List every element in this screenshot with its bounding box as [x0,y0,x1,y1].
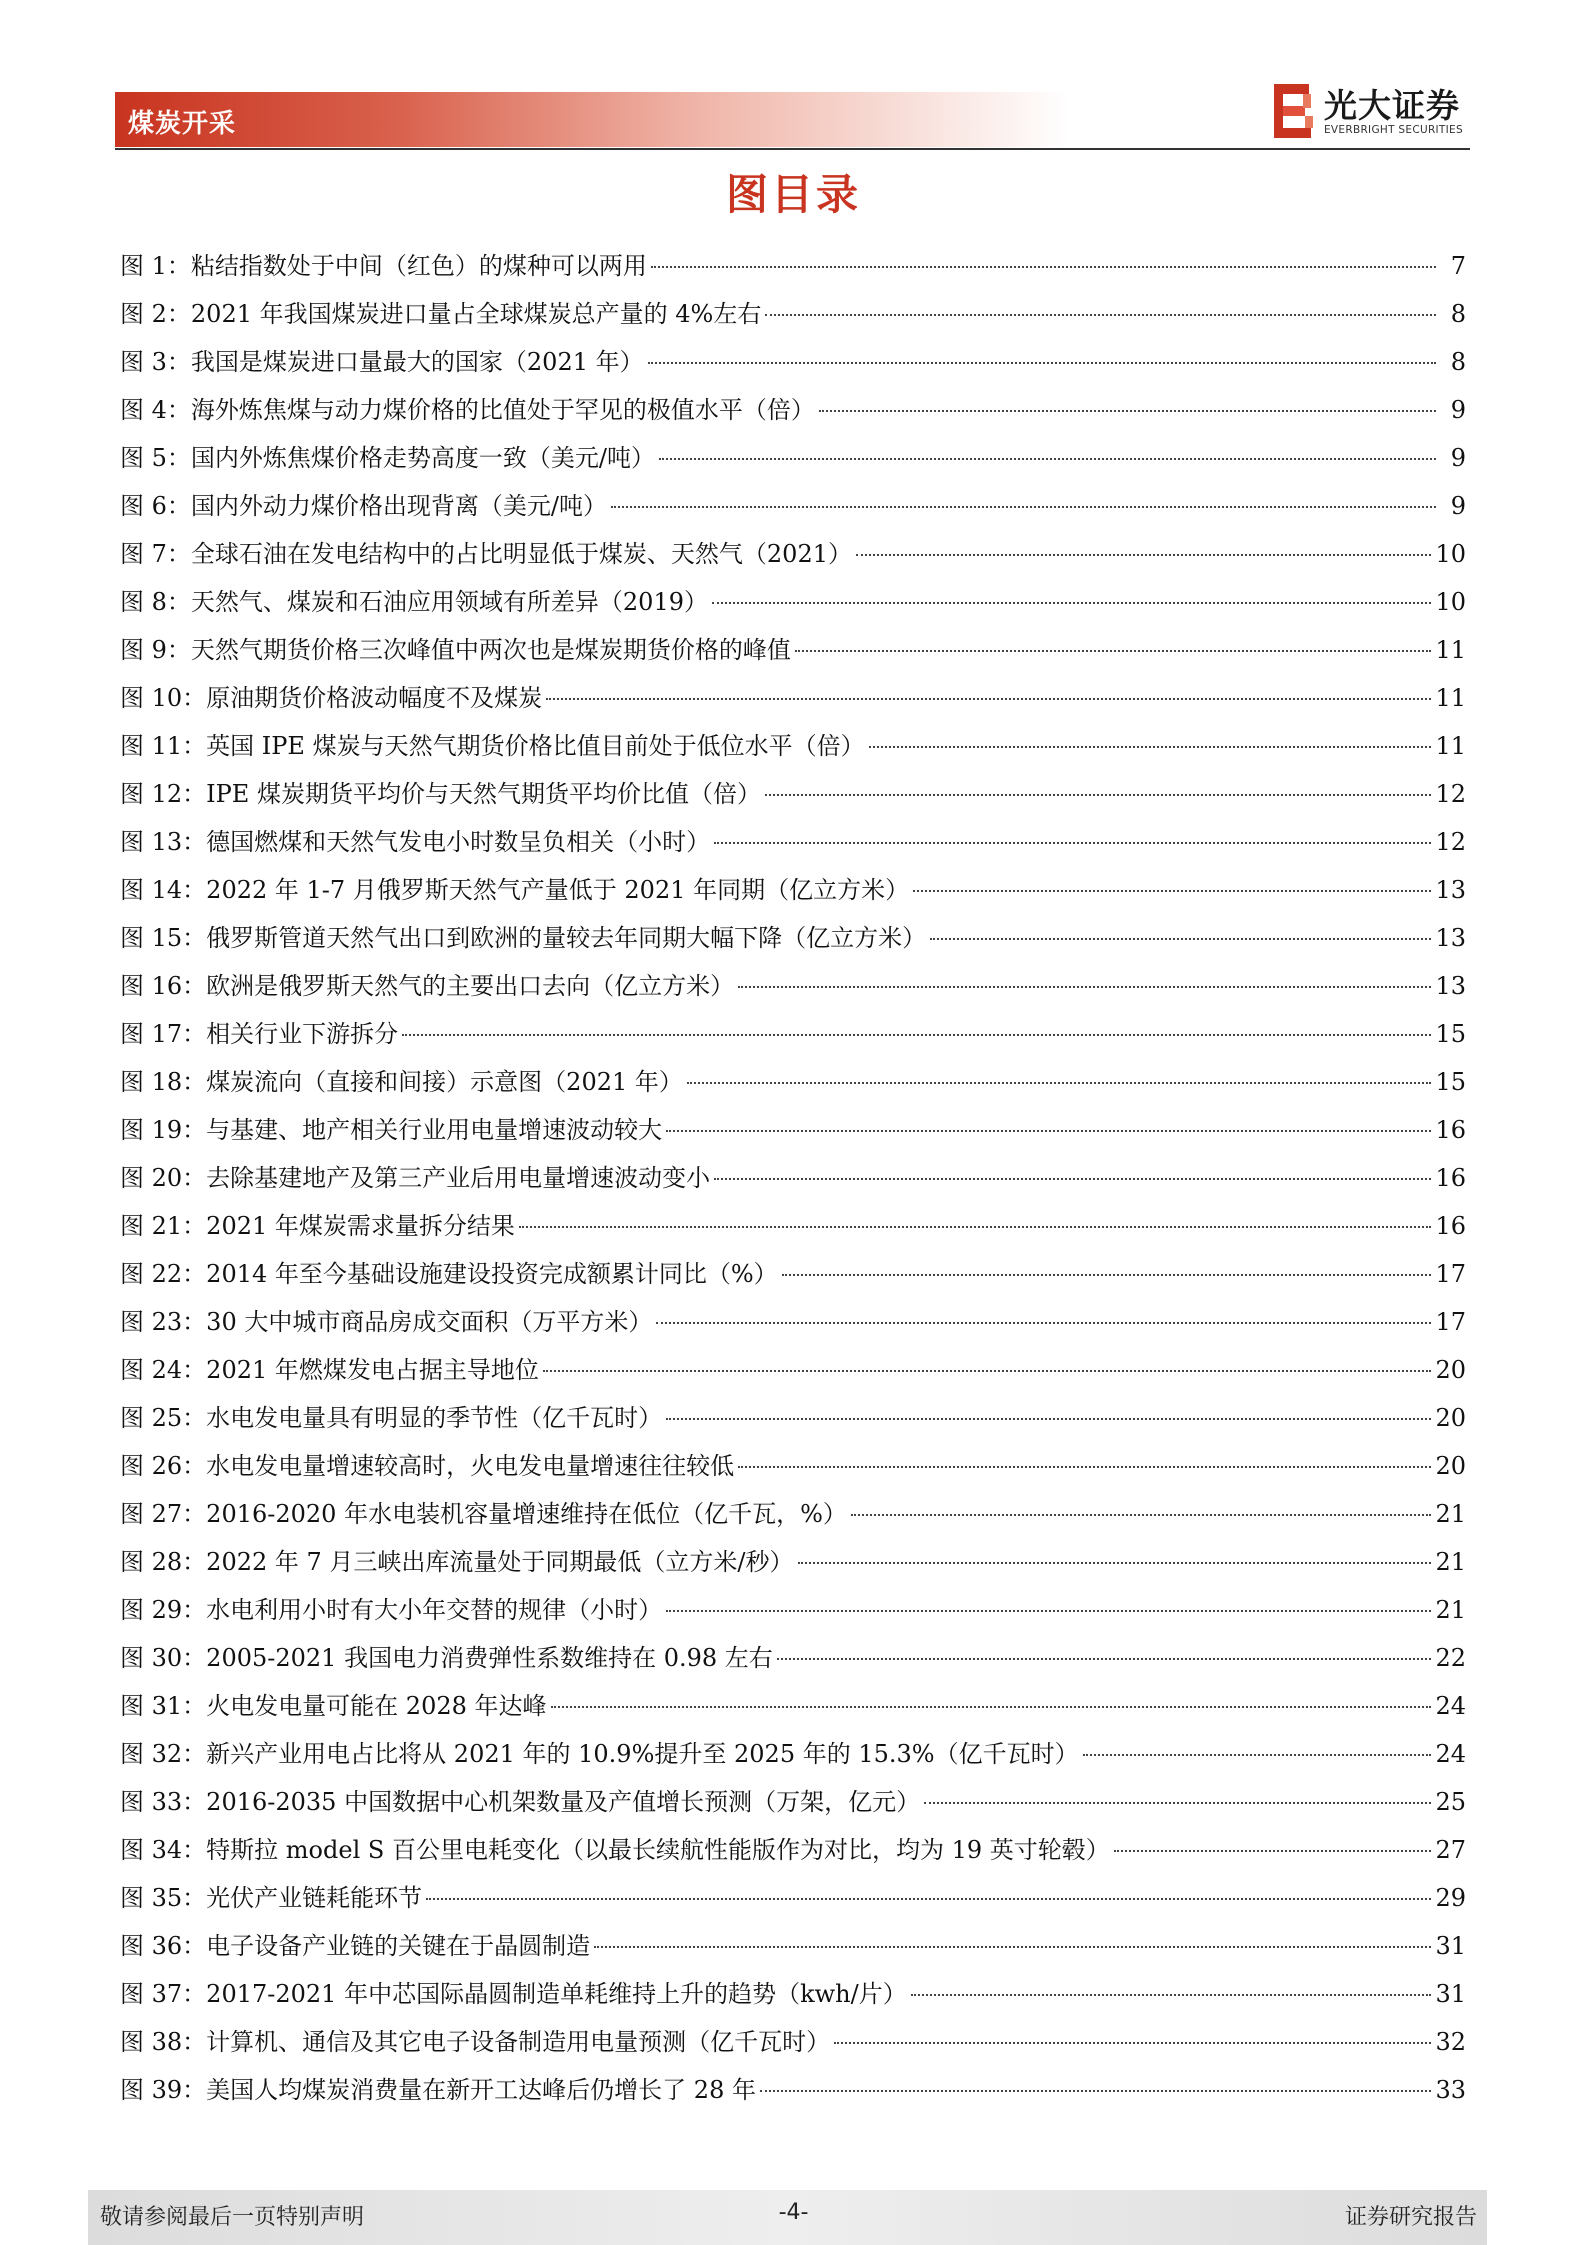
toc-entry-title: 我国是煤炭进口量最大的国家（2021 年） [190,348,644,376]
toc-entry-title: 水电利用小时有大小年交替的规律（小时） [206,1596,663,1624]
figure-list [120,242,1466,2114]
toc-entry-label: 图 34： [120,1836,207,1864]
section-label: 煤炭开采 [128,109,237,139]
toc-entry[interactable] [120,770,1466,818]
toc-entry-page: 16 [1435,1116,1466,1144]
page-number: -4- [778,2200,809,2225]
toc-entry-label: 图 31： [120,1692,207,1720]
toc-entry-title: 火电发电量可能在 2028 年达峰 [206,1692,547,1720]
toc-dot-leader [798,1562,1432,1564]
toc-entry[interactable] [120,386,1466,434]
toc-entry-title: 德国燃煤和天然气发电小时数呈负相关（小时） [206,828,711,856]
toc-entry-label: 图 21： [120,1212,207,1240]
toc-dot-leader [851,1514,1432,1516]
toc-entry[interactable] [120,1778,1466,1826]
toc-entry-title: 美国人均煤炭消费量在新开工达峰后仍增长了 28 年 [206,2076,756,2104]
toc-dot-leader [765,314,1436,316]
toc-entry-title: 原油期货价格波动幅度不及煤炭 [206,684,543,712]
toc-entry-label: 图 29： [120,1596,207,1624]
toc-entry-label: 图 19： [120,1116,207,1144]
toc-entry-label: 图 37： [120,1980,207,2008]
toc-dot-leader [594,1946,1431,1948]
toc-entry[interactable] [120,1010,1466,1058]
toc-dot-leader [930,938,1431,940]
toc-dot-leader [543,1370,1432,1372]
toc-entry-title: 2017-2021 年中芯国际晶圆制造单耗维持上升的趋势（kwh/片） [206,1980,907,2008]
toc-entry[interactable] [120,722,1466,770]
toc-entry[interactable] [120,482,1466,530]
toc-entry-title: 欧洲是俄罗斯天然气的主要出口去向（亿立方米） [206,972,735,1000]
toc-entry[interactable] [120,626,1466,674]
toc-dot-leader [611,506,1436,508]
toc-entry-title: 光伏产业链耗能环节 [206,1884,423,1912]
toc-entry-title: 30 大中城市商品房成交面积（万平方米） [206,1308,653,1336]
toc-entry-title: 相关行业下游拆分 [206,1020,399,1048]
toc-entry[interactable] [120,674,1466,722]
toc-entry-title: 粘结指数处于中间（红色）的煤种可以两用 [190,252,647,280]
toc-entry-label: 图 7： [120,540,191,568]
toc-dot-leader [656,1322,1431,1324]
toc-entry-title: 与基建、地产相关行业用电量增速波动较大 [206,1116,663,1144]
toc-entry[interactable] [120,338,1466,386]
toc-entry-page: 9 [1450,444,1466,472]
toc-entry-title: 天然气期货价格三次峰值中两次也是煤炭期货价格的峰值 [190,636,791,664]
toc-entry-title: 英国 IPE 煤炭与天然气期货价格比值目前处于低位水平（倍） [206,732,865,760]
toc-entry-label: 图 5： [120,444,191,472]
toc-entry-title: 俄罗斯管道天然气出口到欧洲的量较去年同期大幅下降（亿立方米） [206,924,927,952]
toc-entry-label: 图 13： [120,828,207,856]
toc-entry[interactable] [120,242,1466,290]
toc-dot-leader [546,698,1431,700]
toc-entry-title: 煤炭流向（直接和间接）示意图（2021 年） [206,1068,683,1096]
toc-dot-leader [519,1226,1432,1228]
toc-entry[interactable] [120,1394,1466,1442]
toc-entry-page: 9 [1450,492,1466,520]
footer-disclaimer: 敬请参阅最后一页特别声明 [100,2205,365,2230]
toc-entry-page: 20 [1435,1356,1466,1384]
toc-entry-label: 图 33： [120,1788,207,1816]
toc-entry[interactable] [120,866,1466,914]
toc-entry-label: 图 1： [120,252,191,280]
toc-entry-page: 22 [1435,1644,1466,1672]
toc-entry-label: 图 3： [120,348,191,376]
toc-entry-title: 国内外炼焦煤价格走势高度一致（美元/吨） [190,444,655,472]
toc-entry-page: 33 [1435,2076,1466,2104]
page-title: 图目录 [725,170,861,219]
toc-entry[interactable] [120,578,1466,626]
toc-entry[interactable] [120,1298,1466,1346]
toc-entry[interactable] [120,1634,1466,1682]
toc-entry-label: 图 11： [120,732,207,760]
toc-entry[interactable] [120,1970,1466,2018]
toc-entry-title: 2022 年 7 月三峡出库流量处于同期最低（立方米/秒） [206,1548,794,1576]
toc-entry-label: 图 27： [120,1500,207,1528]
toc-entry-page: 21 [1435,1548,1466,1576]
toc-dot-leader [666,1130,1431,1132]
toc-entry-page: 20 [1435,1404,1466,1432]
toc-entry[interactable] [120,1058,1466,1106]
header-divider [115,148,1470,150]
toc-entry-title: 2016-2020 年水电装机容量增速维持在低位（亿千瓦，%） [206,1500,847,1528]
toc-entry-page: 12 [1435,780,1466,808]
toc-dot-leader [924,1802,1431,1804]
toc-entry-title: 2021 年煤炭需求量拆分结果 [206,1212,515,1240]
toc-entry[interactable] [120,1730,1466,1778]
toc-entry-title: 天然气、煤炭和石油应用领域有所差异（2019） [190,588,708,616]
toc-entry-title: 2022 年 1-7 月俄罗斯天然气产量低于 2021 年同期（亿立方米） [206,876,910,904]
toc-dot-leader [648,362,1436,364]
toc-entry-page: 21 [1435,1596,1466,1624]
toc-entry[interactable] [120,530,1466,578]
toc-entry-page: 10 [1435,588,1466,616]
toc-dot-leader [1083,1754,1432,1756]
toc-entry-page: 12 [1435,828,1466,856]
toc-entry-label: 图 12： [120,780,207,808]
toc-dot-leader [819,410,1436,412]
toc-dot-leader [913,890,1431,892]
toc-entry-label: 图 38： [120,2028,207,2056]
toc-entry-title: IPE 煤炭期货平均价与天然气期货平均价比值（倍） [206,780,761,808]
toc-entry[interactable] [120,1826,1466,1874]
toc-entry-label: 图 26： [120,1452,207,1480]
toc-entry-page: 13 [1435,924,1466,952]
toc-entry-label: 图 35： [120,1884,207,1912]
toc-entry-label: 图 15： [120,924,207,952]
toc-entry[interactable] [120,962,1466,1010]
toc-dot-leader [760,2090,1431,2092]
toc-entry[interactable] [120,1250,1466,1298]
footer-report-type: 证券研究报告 [1344,2205,1477,2230]
toc-entry-page: 8 [1450,348,1466,376]
toc-dot-leader [659,458,1436,460]
toc-dot-leader [712,602,1431,604]
toc-dot-leader [666,1610,1431,1612]
toc-entry-page: 31 [1435,1932,1466,1960]
toc-entry-page: 13 [1435,972,1466,1000]
toc-entry-page: 7 [1450,252,1466,280]
toc-entry[interactable] [120,914,1466,962]
toc-entry-title: 2005-2021 我国电力消费弹性系数维持在 0.98 左右 [206,1644,773,1672]
toc-entry-page: 10 [1435,540,1466,568]
toc-entry-title: 水电发电量具有明显的季节性（亿千瓦时） [206,1404,663,1432]
toc-dot-leader [869,746,1432,748]
toc-entry-page: 21 [1435,1500,1466,1528]
toc-dot-leader [795,650,1432,652]
toc-dot-leader [651,266,1436,268]
toc-entry[interactable] [120,1538,1466,1586]
toc-entry-label: 图 4： [120,396,191,424]
toc-entry-title: 2021 年燃煤发电占据主导地位 [206,1356,539,1384]
toc-entry-label: 图 9： [120,636,191,664]
toc-entry-page: 16 [1435,1212,1466,1240]
toc-entry-label: 图 16： [120,972,207,1000]
toc-entry[interactable] [120,1682,1466,1730]
company-logo [1272,80,1472,146]
toc-entry[interactable] [120,1586,1466,1634]
toc-entry[interactable] [120,2066,1466,2114]
toc-entry-page: 11 [1435,732,1466,760]
toc-entry-page: 17 [1435,1260,1466,1288]
toc-entry-page: 24 [1435,1692,1466,1720]
toc-entry-label: 图 18： [120,1068,207,1096]
toc-entry-label: 图 25： [120,1404,207,1432]
toc-entry-page: 20 [1435,1452,1466,1480]
toc-entry-page: 15 [1435,1068,1466,1096]
logo-text-en: EVERBRIGHT SECURITIES [1324,124,1463,136]
toc-entry-label: 图 32： [120,1740,207,1768]
toc-entry-label: 图 20： [120,1164,207,1192]
toc-entry-label: 图 10： [120,684,207,712]
toc-entry-label: 图 30： [120,1644,207,1672]
toc-entry-title: 水电发电量增速较高时，火电发电量增速往往较低 [206,1452,735,1480]
toc-dot-leader [1114,1850,1432,1852]
toc-entry-label: 图 14： [120,876,207,904]
toc-entry[interactable] [120,2018,1466,2066]
toc-dot-leader [687,1082,1432,1084]
toc-entry-title: 特斯拉 model S 百公里电耗变化（以最长续航性能版作为对比，均为 19 英寸轮毂） [206,1836,1110,1864]
toc-entry-label: 图 28： [120,1548,207,1576]
logo-text-cn: 光大证券 [1324,86,1460,125]
toc-entry-title: 计算机、通信及其它电子设备制造用电量预测（亿千瓦时） [206,2028,831,2056]
toc-entry-label: 图 36： [120,1932,207,1960]
toc-entry-page: 16 [1435,1164,1466,1192]
toc-entry[interactable] [120,1490,1466,1538]
toc-dot-leader [738,986,1431,988]
toc-entry-label: 图 8： [120,588,191,616]
toc-entry-page: 13 [1435,876,1466,904]
toc-entry-title: 2021 年我国煤炭进口量占全球煤炭总产量的 4%左右 [190,300,762,328]
toc-entry-label: 图 24： [120,1356,207,1384]
toc-entry-page: 24 [1435,1740,1466,1768]
toc-entry-title: 国内外动力煤价格出现背离（美元/吨） [190,492,607,520]
toc-entry-label: 图 6： [120,492,191,520]
toc-entry-title: 电子设备产业链的关键在于晶圆制造 [206,1932,591,1960]
toc-entry[interactable] [120,1106,1466,1154]
toc-dot-leader [911,1994,1432,1996]
toc-dot-leader [834,2042,1431,2044]
toc-dot-leader [714,842,1431,844]
toc-entry-page: 11 [1435,684,1466,712]
toc-entry-title: 新兴产业用电占比将从 2021 年的 10.9%提升至 2025 年的 15.3%（亿千瓦时） [206,1740,1079,1768]
header-band [115,92,1070,147]
toc-entry-label: 图 17： [120,1020,207,1048]
toc-entry[interactable] [120,1154,1466,1202]
toc-entry-page: 11 [1435,636,1466,664]
toc-entry[interactable] [120,1346,1466,1394]
toc-entry[interactable] [120,1442,1466,1490]
toc-entry-title: 海外炼焦煤与动力煤价格的比值处于罕见的极值水平（倍） [190,396,815,424]
toc-entry-label: 图 39： [120,2076,207,2104]
toc-entry[interactable] [120,434,1466,482]
toc-dot-leader [765,794,1432,796]
logo-mark-icon [1272,82,1314,140]
toc-dot-leader [856,554,1431,556]
toc-entry-page: 15 [1435,1020,1466,1048]
toc-entry-label: 图 22： [120,1260,207,1288]
toc-entry[interactable] [120,1202,1466,1250]
toc-entry-page: 17 [1435,1308,1466,1336]
toc-entry-page: 29 [1435,1884,1466,1912]
toc-entry-page: 8 [1450,300,1466,328]
toc-entry-page: 32 [1435,2028,1466,2056]
toc-entry-page: 31 [1435,1980,1466,2008]
toc-entry-page: 25 [1435,1788,1466,1816]
toc-entry-title: 全球石油在发电结构中的占比明显低于煤炭、天然气（2021） [190,540,852,568]
toc-dot-leader [402,1034,1431,1036]
toc-entry[interactable] [120,818,1466,866]
toc-entry-label: 图 2： [120,300,191,328]
toc-dot-leader [782,1274,1432,1276]
toc-entry[interactable] [120,1922,1466,1970]
toc-dot-leader [738,1466,1431,1468]
toc-dot-leader [666,1418,1431,1420]
toc-dot-leader [551,1706,1432,1708]
toc-entry-title: 2016-2035 中国数据中心机架数量及产值增长预测（万架，亿元） [206,1788,921,1816]
toc-dot-leader [777,1658,1432,1660]
toc-entry-title: 去除基建地产及第三产业后用电量增速波动变小 [206,1164,711,1192]
toc-dot-leader [426,1898,1431,1900]
toc-dot-leader [714,1178,1431,1180]
toc-entry-page: 9 [1450,396,1466,424]
toc-entry[interactable] [120,290,1466,338]
toc-entry-label: 图 23： [120,1308,207,1336]
toc-entry[interactable] [120,1874,1466,1922]
toc-entry-title: 2014 年至今基础设施建设投资完成额累计同比（%） [206,1260,778,1288]
toc-entry-page: 27 [1435,1836,1466,1864]
